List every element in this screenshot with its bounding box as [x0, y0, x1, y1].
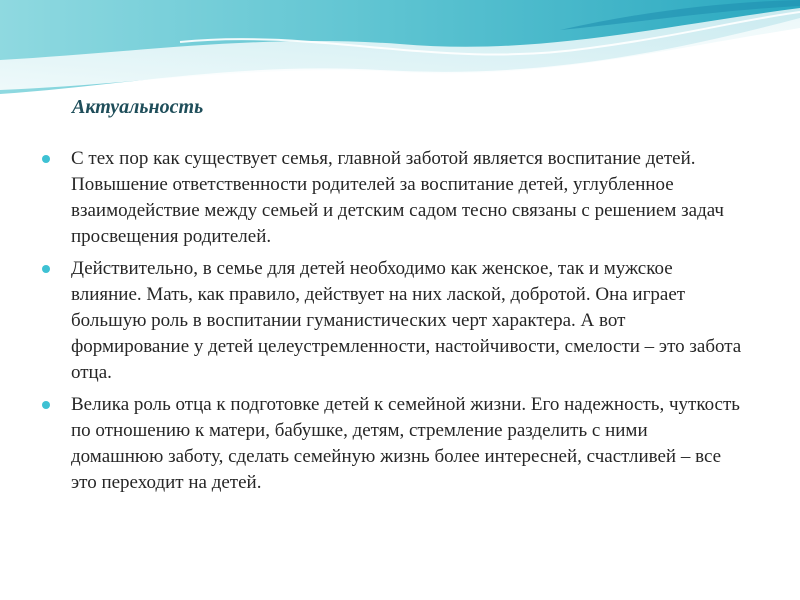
bullet-text: Велика роль отца к подготовке детей к семейной жизни. Его надежность, чуткость по отношению к матери, бабушке, детям, стремление разделить с ними домашнюю заботу, сделать семейную жизнь более интересней, счастливей – все это переходит на детей. — [71, 394, 740, 493]
bullet-list — [42, 146, 742, 502]
bullet-dot-icon — [42, 155, 50, 163]
bullet-dot-icon — [42, 265, 50, 273]
slide-title: Актуальность — [72, 96, 204, 118]
bullet-text: С тех пор как существует семья, главной заботой является воспитание детей. Повышение ответственности родителей за воспитание детей, углубленное взаимодействие между семьей и детским садом тесно связаны с решением задач просвещения родителей. — [71, 148, 724, 247]
bullet-dot-icon — [42, 401, 50, 409]
bullet-item — [42, 256, 742, 386]
bullet-item — [42, 392, 742, 496]
bullet-text: Действительно, в семье для детей необходимо как женское, так и мужское влияние. Мать, как правило, действует на них лаской, добротой. Она играет большую роль в воспитании гуманистических черт характера. А вот формирование у детей целеустремленности, настойчивости, смелости – это забота отца. — [71, 258, 742, 383]
bullet-item — [42, 146, 742, 250]
